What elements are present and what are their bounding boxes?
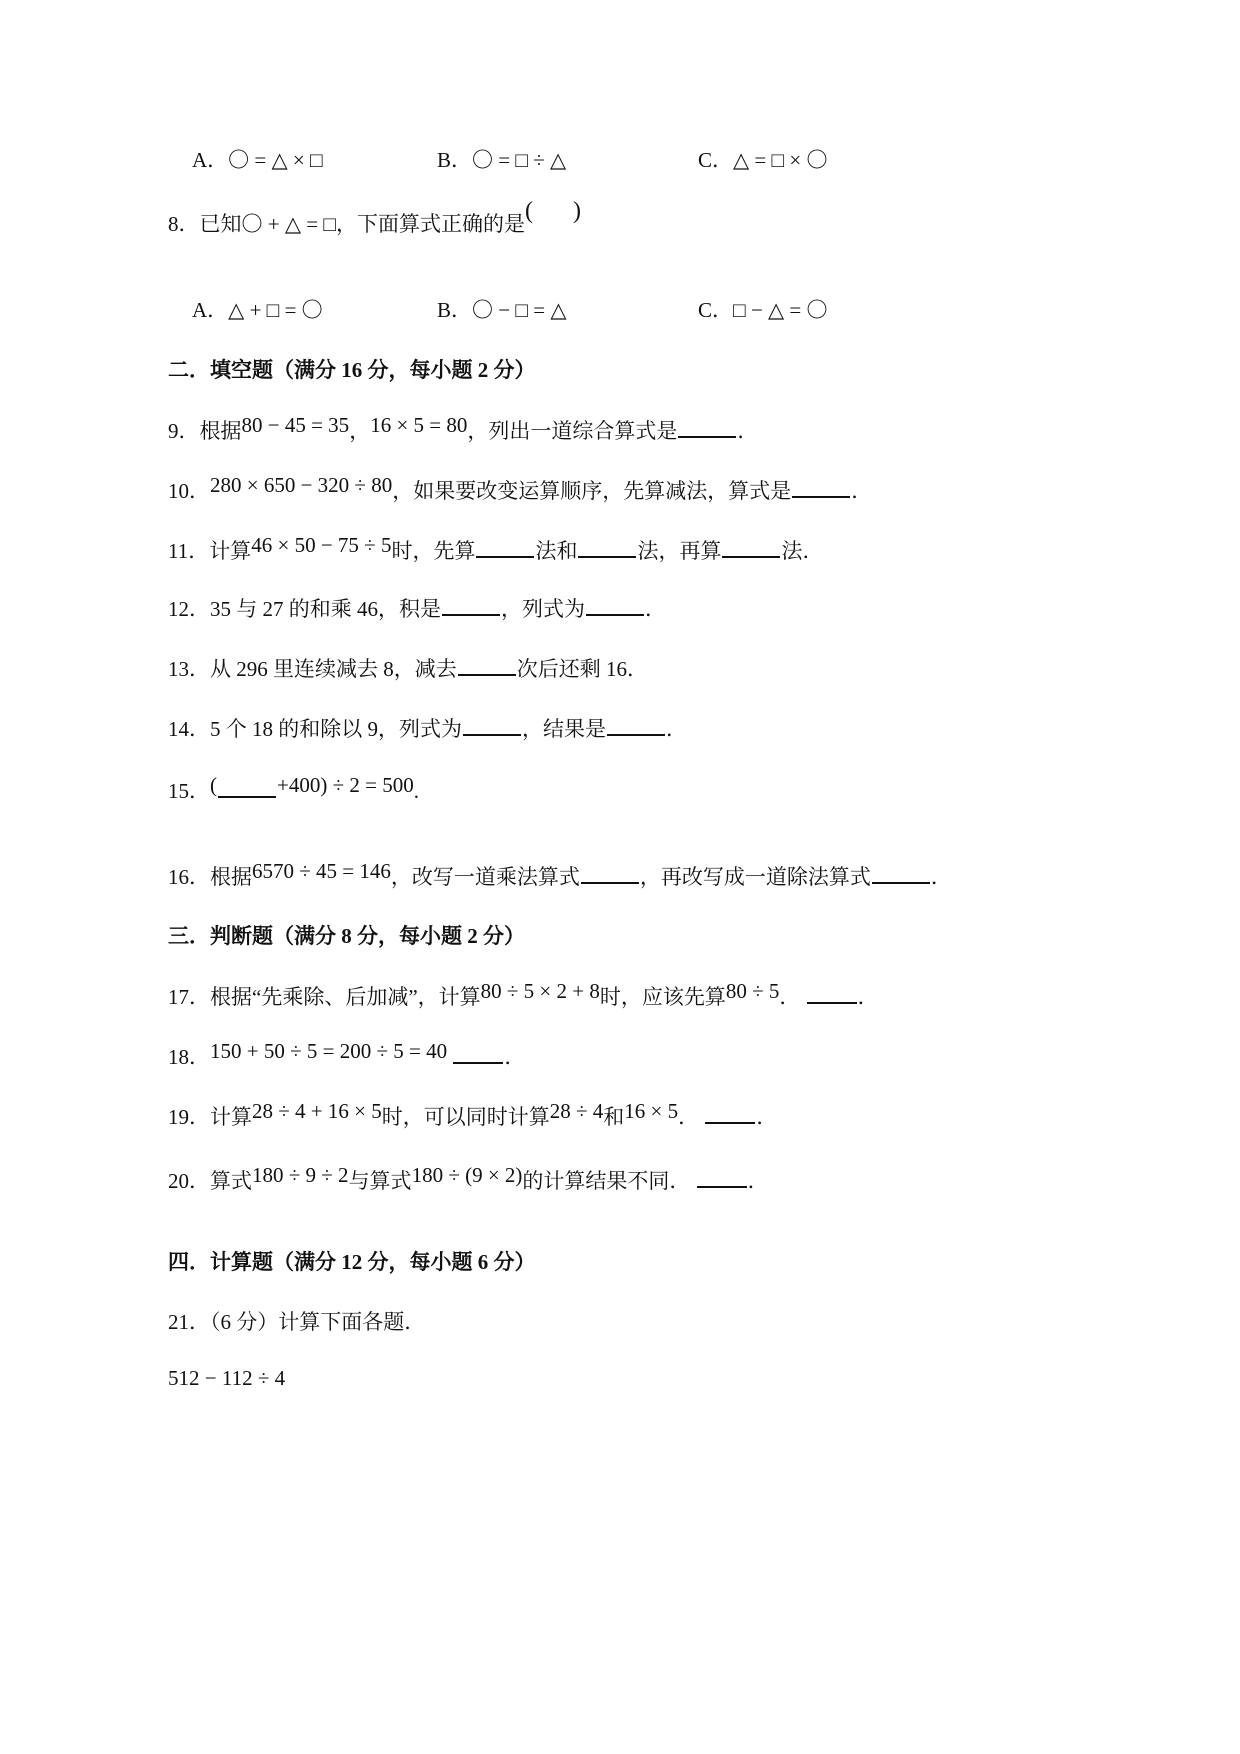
math-expression: 180 ÷ 9 ÷ 2 — [252, 1163, 349, 1187]
question-13 — [168, 654, 648, 683]
question-number: 11． — [168, 539, 210, 563]
text: ． — [747, 1169, 769, 1193]
question-12 — [168, 594, 666, 623]
math-expression: 512 − 112 ÷ 4 — [168, 1366, 286, 1390]
question-14 — [168, 714, 687, 743]
question-18 — [168, 1039, 526, 1071]
text: 根据“先乘除、后加减”，计算 — [210, 985, 481, 1009]
open-paren: ( — [210, 773, 217, 797]
math-expression: 6570 ÷ 45 = 146 — [252, 859, 391, 883]
answer-blank[interactable] — [807, 982, 857, 1004]
text: ． — [851, 479, 873, 503]
text: 根据 — [210, 865, 252, 889]
question-21 — [168, 1308, 425, 1336]
text: 与算式 — [348, 1169, 412, 1193]
answer-blank[interactable] — [872, 862, 930, 884]
question-number: 20． — [168, 1169, 210, 1193]
answer-blank[interactable] — [476, 536, 534, 558]
text: ． — [737, 419, 759, 443]
section-3-title: 三．判断题（满分 8 分，每小题 2 分） — [168, 924, 525, 948]
text: 算式 — [210, 1169, 252, 1193]
answer-blank[interactable] — [218, 776, 276, 798]
text: 的计算结果不同． — [522, 1169, 691, 1193]
question-number: 16． — [168, 865, 210, 889]
answer-blank[interactable] — [578, 536, 636, 558]
question-16 — [168, 859, 952, 891]
text: 根据 — [199, 419, 242, 443]
question-number: 10． — [168, 479, 210, 503]
q8-option-a: A．△ + □ = 〇 — [192, 298, 323, 322]
text: ． — [678, 1105, 700, 1129]
question-text: （6 分）计算下面各题． — [210, 1310, 426, 1334]
answer-blank[interactable] — [722, 536, 780, 558]
text: 从 296 里连续减去 8，减去 — [210, 657, 457, 681]
text: ． — [756, 1105, 778, 1129]
text: ，如果要改变运算顺序，先算减法，算式是 — [392, 479, 792, 503]
question-number: 9． — [168, 419, 200, 443]
question-19 — [168, 1099, 778, 1131]
text: 和 — [603, 1105, 625, 1129]
text: 35 与 27 的和乘 46，积是 — [210, 597, 441, 621]
q7-option-b: B．〇 = □ ÷ △ — [437, 148, 567, 172]
answer-blank[interactable] — [607, 714, 665, 736]
q7-option-c: C．△ = □ × 〇 — [698, 148, 828, 172]
math-expression: 80 ÷ 5 — [725, 979, 780, 1003]
text: ， — [349, 419, 371, 443]
question-number: 13． — [168, 657, 210, 681]
question-number: 17． — [168, 985, 210, 1009]
question-number: 19． — [168, 1105, 210, 1129]
q21-expression — [168, 1364, 285, 1392]
answer-blank[interactable] — [581, 862, 639, 884]
answer-blank[interactable] — [463, 714, 521, 736]
math-expression: +400) ÷ 2 = 500 — [277, 773, 414, 797]
question-8 — [168, 210, 581, 238]
question-number: 15． — [168, 779, 210, 803]
answer-blank[interactable] — [586, 594, 644, 616]
text: ． — [857, 985, 879, 1009]
math-expression: 16 × 5 — [624, 1099, 679, 1123]
text: ． — [666, 717, 687, 741]
answer-blank[interactable] — [678, 416, 736, 438]
math-expression: 280 × 650 − 320 ÷ 80 — [210, 473, 393, 497]
text: . — [413, 779, 419, 803]
text: ，改写一道乘法算式 — [390, 865, 580, 889]
text: 法． — [781, 539, 824, 563]
answer-parentheses — [525, 205, 581, 229]
math-expression: 28 ÷ 4 — [549, 1099, 604, 1123]
text: 法和 — [535, 539, 578, 563]
text: 计算 — [210, 1105, 252, 1129]
math-expression: 16 × 5 = 80 — [370, 413, 468, 437]
question-15 — [168, 773, 419, 805]
math-expression: 80 − 45 = 35 — [241, 413, 350, 437]
question-20 — [168, 1163, 769, 1195]
question-17 — [168, 979, 879, 1011]
section-2-title: 二．填空题（满分 16 分，每小题 2 分） — [168, 358, 536, 382]
answer-blank[interactable] — [458, 654, 516, 676]
question-text: 已知〇 + △ = □，下面算式正确的是 — [199, 212, 526, 236]
text: 5 个 18 的和除以 9，列式为 — [210, 717, 462, 741]
text: 时，应该先算 — [599, 985, 726, 1009]
text: ． — [645, 597, 666, 621]
text: ． — [930, 865, 952, 889]
answer-blank[interactable] — [792, 476, 850, 498]
text: ． — [504, 1045, 526, 1069]
section-4-title: 四．计算题（满分 12 分，每小题 6 分） — [168, 1250, 536, 1274]
text: 时，可以同时计算 — [381, 1105, 550, 1129]
question-number: 18． — [168, 1045, 210, 1069]
text: ． — [779, 985, 801, 1009]
question-9 — [168, 413, 759, 445]
math-expression: 180 ÷ (9 × 2) — [411, 1163, 523, 1187]
text: 时，先算 — [391, 539, 476, 563]
answer-blank[interactable] — [705, 1102, 755, 1124]
answer-blank[interactable] — [442, 594, 500, 616]
q8-option-c: C．□ − △ = 〇 — [698, 298, 828, 322]
math-expression: 46 × 50 − 75 ÷ 5 — [251, 533, 392, 557]
question-number: 8． — [168, 212, 200, 236]
question-number: 21． — [168, 1310, 210, 1334]
math-expression: 150 + 50 ÷ 5 = 200 ÷ 5 = 40 — [210, 1039, 448, 1063]
math-expression: 80 ÷ 5 × 2 + 8 — [480, 979, 600, 1003]
text: ，结果是 — [522, 717, 606, 741]
text: 法，再算 — [637, 539, 722, 563]
question-11 — [168, 533, 824, 565]
question-number: 12． — [168, 597, 210, 621]
text: ，列式为 — [501, 597, 585, 621]
question-10 — [168, 473, 873, 505]
q7-option-a: A．〇 = △ × □ — [192, 148, 323, 172]
question-number: 14． — [168, 717, 210, 741]
q8-option-b: B．〇 − □ = △ — [437, 298, 567, 322]
text: ，列出一道综合算式是 — [467, 419, 678, 443]
text: ，再改写成一道除法算式 — [639, 865, 871, 889]
math-expression: 28 ÷ 4 + 16 × 5 — [252, 1099, 382, 1123]
answer-blank[interactable] — [697, 1166, 747, 1188]
text: 次后还剩 16． — [516, 657, 648, 681]
text: 计算 — [209, 539, 252, 563]
answer-blank[interactable] — [453, 1042, 503, 1064]
